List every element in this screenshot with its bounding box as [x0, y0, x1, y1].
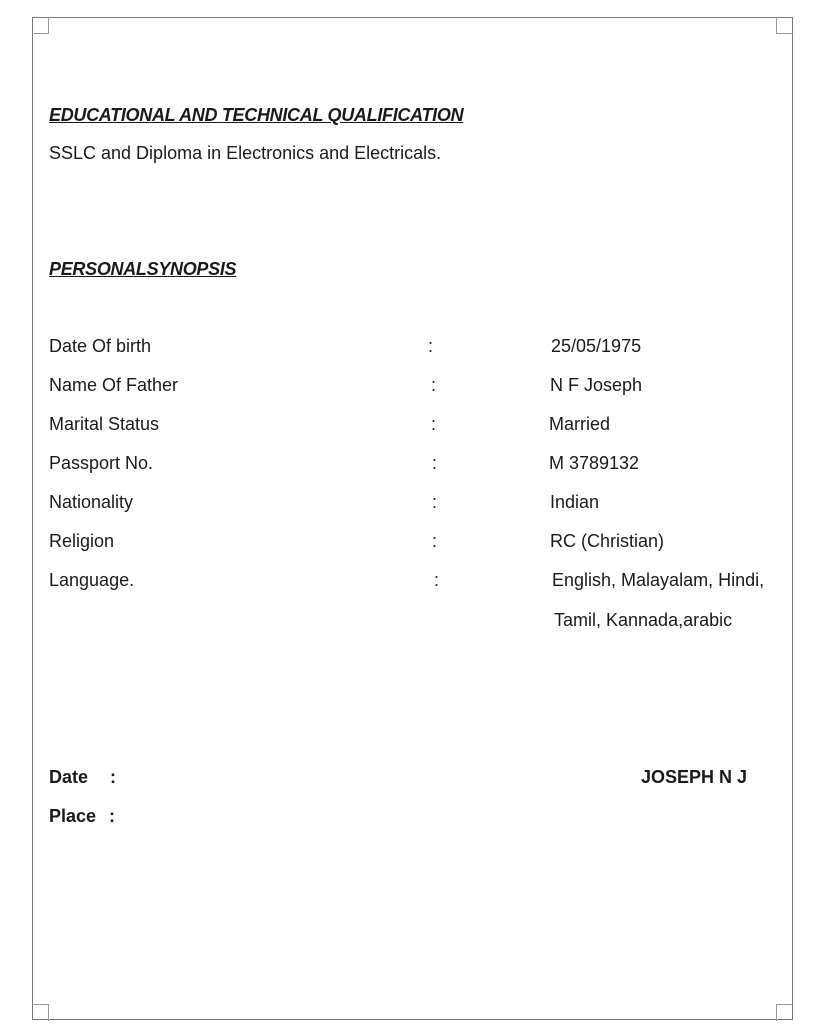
row-value: 25/05/1975	[551, 336, 642, 356]
row-value: RC (Christian)	[550, 531, 665, 551]
row-separator: :	[432, 492, 438, 512]
row-separator: :	[432, 531, 438, 551]
corner-mark-top-left	[32, 17, 49, 34]
date-label: Date	[49, 767, 89, 787]
row-value: N F Joseph	[550, 375, 643, 395]
row-label: Date Of birth	[49, 336, 152, 356]
corner-mark-top-right	[776, 17, 793, 34]
corner-mark-bottom-right	[776, 1004, 793, 1021]
row-separator: :	[428, 336, 434, 356]
date-separator: :	[110, 767, 116, 787]
signature-name: JOSEPH N J	[641, 767, 748, 787]
corner-mark-bottom-left	[32, 1004, 49, 1021]
row-label: Marital Status	[49, 414, 160, 434]
place-label: Place	[49, 806, 97, 826]
row-separator: :	[434, 570, 440, 590]
place-separator: :	[109, 806, 115, 826]
row-value: Married	[549, 414, 611, 434]
row-label: Religion	[49, 531, 115, 551]
document-page	[32, 17, 793, 1020]
row-value-continued: Tamil, Kannada,arabic	[554, 610, 733, 630]
education-text: SSLC and Diploma in Electronics and Electricals.	[49, 143, 442, 163]
row-separator: :	[432, 453, 438, 473]
row-label: Name Of Father	[49, 375, 179, 395]
row-value: Indian	[550, 492, 600, 512]
row-separator: :	[431, 375, 437, 395]
row-label: Passport No.	[49, 453, 154, 473]
personal-heading: PERSONALSYNOPSIS	[49, 259, 237, 279]
row-separator: :	[431, 414, 437, 434]
row-label: Language.	[49, 570, 135, 590]
row-label: Nationality	[49, 492, 134, 512]
row-value: M 3789132	[549, 453, 640, 473]
education-heading: EDUCATIONAL AND TECHNICAL QUALIFICATION	[49, 105, 464, 125]
row-value: English, Malayalam, Hindi,	[552, 570, 765, 590]
